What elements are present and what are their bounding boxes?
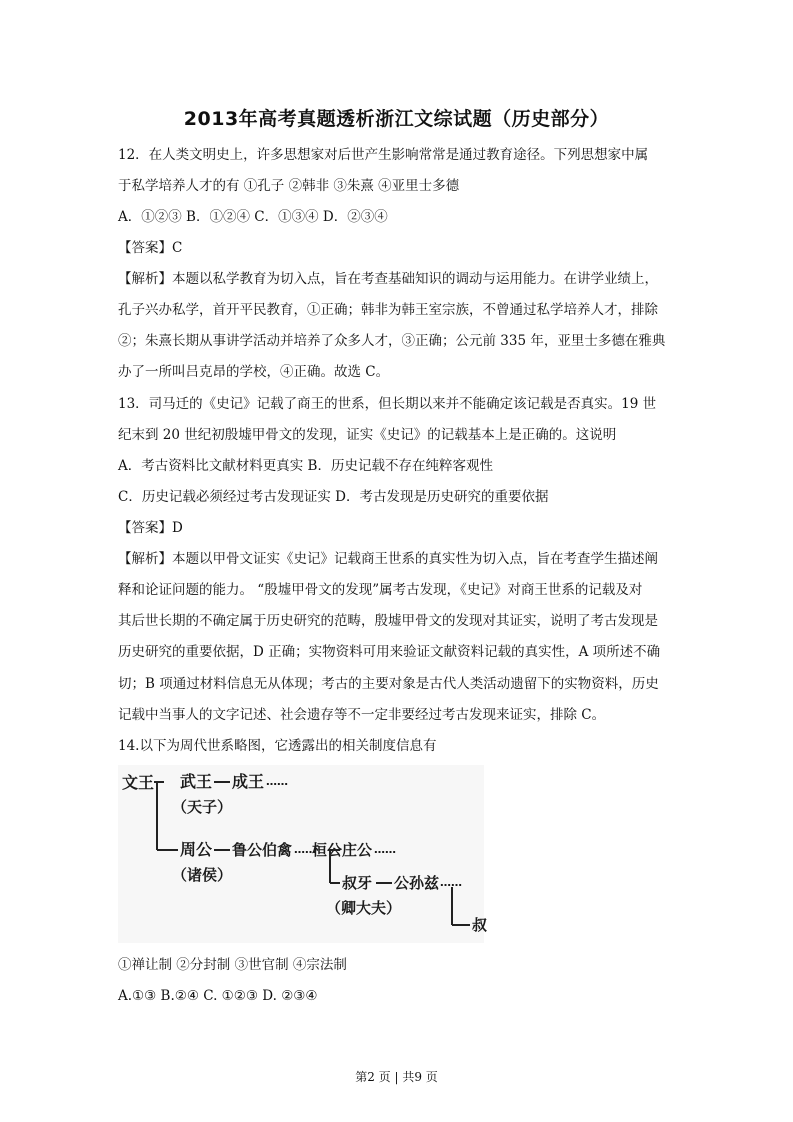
question14-answers: A.①③ B.②④ C. ①②③ D. ②③④ [118,988,318,1004]
page-footer: 第2 页 | 共9 页 [355,1070,438,1084]
ellipsis: …… [374,843,396,856]
text-line: 切；B 项通过材料信息无从体现；考古的主要对象是古代人类活动遗留下的实物资料，历史 [118,676,659,692]
ellipsis: …… [440,876,462,889]
node-shu: 叔 [472,916,488,934]
text-line: 记载中当事人的文字记述、社会遗存等不一定非要经过考古发现来证实，排除 C。 [118,707,606,723]
ellipsis: …… [266,775,288,788]
node-wuwang: 武王 [180,772,213,791]
text-line: C．历史记载必须经过考古发现证实 D．考古发现是历史研究的重要依据 [118,489,549,505]
label-tianzi: （天子） [172,798,233,816]
label-zhuhou: （诸侯） [172,866,233,884]
text-line: 孔子兴办私学，首开平民教育，①正确；韩非为韩王室宗族，不曾通过私学培养人才，排除 [118,302,658,318]
page-title: 2013年高考真题透析浙江文综试题（历史部分） [183,108,610,130]
ellipsis: …… [294,843,316,856]
node-shuya: 叔牙 [342,874,373,892]
text-line: 纪末到 20 世纪初殷墟甲骨文的发现，证实《史记》的记载基本上是正确的。这说明 [118,427,617,443]
text-line: 历史研究的重要依据，D 正确；实物资料可用来验证文献资料记载的真实性，A 项所述不确 [118,644,661,660]
text-line: 【答案】D [118,520,183,536]
text-line: A．①②③ B．①②④ C．①③④ D．②③④ [118,209,388,225]
node-chengwang: 成王 [232,772,265,791]
text-line: 【解析】本题以甲骨文证实《史记》记载商王世系的真实性为切入点，旨在考查学生描述阐 [118,551,658,567]
node-gongsunzi: 公孙兹 [394,874,440,892]
label-qingdafu: （卿大夫） [326,899,402,917]
zhou-lineage-diagram [118,765,488,943]
node-huangong: 桓公 [312,841,343,859]
text-line: 【答案】C [118,240,183,256]
text-line: 释和论证问题的能力。 “殷墟甲骨文的发现”属考古发现，《史记》对商王世系的记载及对 [118,582,643,598]
text-line: 【解析】本题以私学教育为切入点，旨在考查基础知识的调动与运用能力。在讲学业绩上， [118,271,658,287]
node-luboqin: 鲁公伯禽 [232,841,293,859]
text-line: 12．在人类文明史上，许多思想家对后世产生影响常常是通过教育途径。下列思想家中属 [118,147,649,163]
question14-options: ①禅让制 ②分封制 ③世官制 ④宗法制 [118,957,347,973]
text-line: 13．司马迁的《史记》记载了商王的世系，但长期以来并不能确定该记载是否真实。19 世 [118,396,657,412]
text-line: 14.以下为周代世系略图，它透露出的相关制度信息有 [118,738,437,754]
text-line: A．考古资料比文献材料更真实 B．历史记载不存在纯粹客观性 [118,458,493,474]
node-zhuanggong: 庄公 [342,841,373,859]
text-line: ②；朱熹长期从事讲学活动并培养了众多人才，③正确；公元前 335 年，亚里士多德在雅典 [118,333,666,349]
text-line: 办了一所叫吕克昂的学校，④正确。故选 C。 [118,364,390,380]
node-wenwang: 文王 [122,773,155,792]
node-zhougong: 周公 [180,840,213,859]
text-line: 于私学培养人才的有 ①孔子 ②韩非 ③朱熹 ④亚里士多德 [118,178,460,194]
text-line: 其后世长期的不确定属于历史研究的范畴，殷墟甲骨文的发现对其证实，说明了考古发现是 [118,613,658,629]
